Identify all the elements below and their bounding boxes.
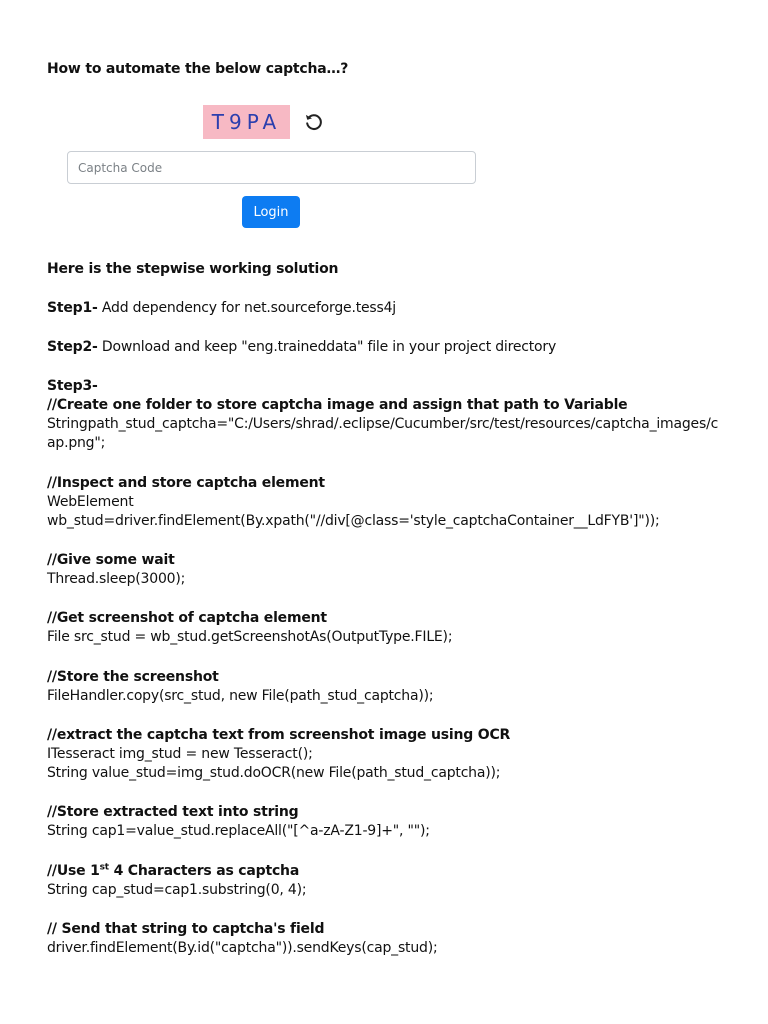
code-line: FileHandler.copy(src_stud, new File(path_stud_captcha)); [47,688,434,704]
step1-label: Step1- [47,300,98,316]
code-line: driver.findElement(By.id("captcha")).sendKeys(cap_stud); [47,940,438,956]
code-line: ITesseract img_stud = new Tesseract(); [47,746,313,762]
code-line: ap.png"; [47,435,106,451]
captcha-code-input[interactable] [67,151,476,184]
step1 [47,299,396,318]
comment-part: 4 Characters as captcha [108,863,300,879]
step2-label: Step2- [47,339,98,355]
code-line: String cap_stud=cap1.substring(0, 4); [47,882,307,898]
superscript: st [99,862,109,873]
code-line: wb_stud=driver.findElement(By.xpath("//div[@class='style_captchaContainer__LdFYB']")); [47,513,660,529]
captcha-image: T9PA [203,105,290,139]
step1-text: Add dependency for net.sourceforge.tess4j [97,300,396,316]
intro-heading: Here is the stepwise working solution [47,261,339,277]
code-comment: //Inspect and store captcha element [47,475,325,491]
code-line: Stringpath_stud_captcha="C:/Users/shrad/.eclipse/Cucumber/src/test/resources/captcha_images/c [47,416,719,432]
step3-label: Step3- [47,378,98,394]
code-line: WebElement [47,494,134,510]
code-line: Thread.sleep(3000); [47,571,186,587]
code-line: String value_stud=img_stud.doOCR(new File(path_stud_captcha)); [47,765,501,781]
step2 [47,338,556,357]
code-comment: //extract the captcha text from screenshot image using OCR [47,727,511,743]
code-comment: // Send that string to captcha's field [47,921,325,937]
code-comment: //Get screenshot of captcha element [47,610,327,626]
code-comment: //Create one folder to store captcha image and assign that path to Variable [47,397,628,413]
page-title: How to automate the below captcha…? [47,61,349,77]
refresh-icon[interactable] [303,111,325,133]
step2-text: Download and keep "eng.traineddata" file in your project directory [97,339,557,355]
code-comment: //Store the screenshot [47,669,219,685]
login-button[interactable]: Login [242,196,300,228]
code-comment [47,862,299,881]
comment-part: //Use 1 [47,863,100,879]
code-line: File src_stud = wb_stud.getScreenshotAs(OutputType.FILE); [47,629,453,645]
code-line: String cap1=value_stud.replaceAll("[^a-zA-Z1-9]+", ""); [47,823,430,839]
code-comment: //Give some wait [47,552,175,568]
code-comment: //Store extracted text into string [47,804,299,820]
